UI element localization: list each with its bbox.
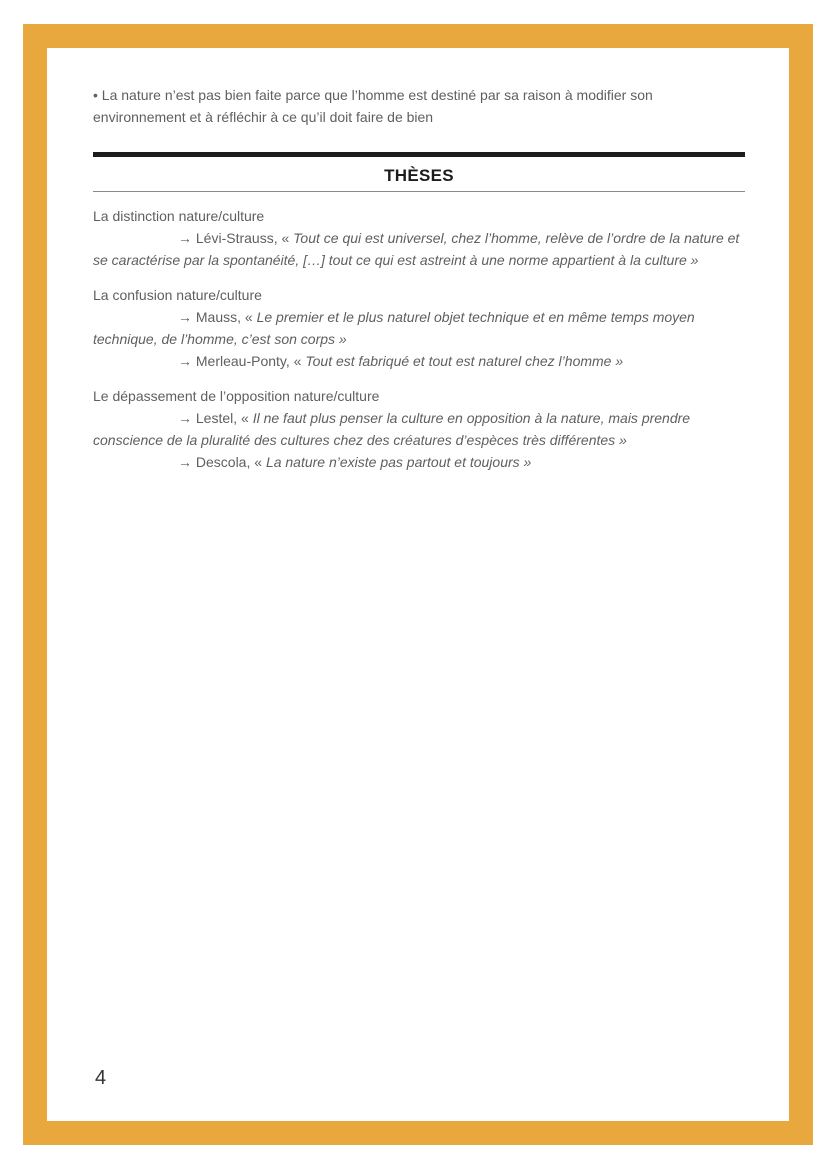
thesis-quote: La nature n’existe pas partout et toujours » [265,454,532,470]
thesis-section-confusion [93,284,745,372]
bullet-paragraph-text: La nature n’est pas bien faite parce que l’homme est destiné par sa raison à modifier son environnement et à réfléchir à ce qu’il doit faire de bien [93,87,653,125]
thesis-author-lead: → Lestel, « [178,410,253,426]
heading-bottom-rule [93,191,745,192]
page-content [93,84,745,473]
bullet-marker: • [93,87,98,103]
thesis-item [93,350,745,372]
bullet-paragraph [93,84,745,128]
thesis-author-lead: → Mauss, « [178,309,257,325]
thesis-quote: Le premier et le plus naturel objet technique et en même temps moyen technique, de l’homme, c’est son corps » [93,309,695,347]
thesis-section-title: La confusion nature/culture [93,287,262,303]
heading-top-rule [93,152,745,157]
thesis-section-title: La distinction nature/culture [93,208,265,224]
thesis-section-distinction [93,205,745,271]
page-number: 4 [95,1067,107,1089]
thesis-quote: Il ne faut plus penser la culture en opposition à la nature, mais prendre conscience de la pluralité des cultures chez des créatures d’espèces très différentes » [93,410,691,448]
thesis-item [93,227,745,271]
thesis-quote: Tout ce qui est universel, chez l’homme, relève de l’ordre de la nature et se caractérise par la spontanéité, […] tout ce qui est astreint à une norme appartient à la culture » [93,230,740,268]
thesis-item [93,451,745,473]
thesis-author-lead: → Merleau-Ponty, « [178,353,306,369]
page-section-heading: THÈSES [384,166,454,185]
thesis-item [93,407,745,451]
thesis-author-lead: → Descola, « [178,454,266,470]
thesis-item [93,306,745,350]
thesis-author-lead: → Lévi-Strauss, « [178,230,294,246]
thesis-quote: Tout est fabriqué et tout est naturel chez l’homme » [305,353,624,369]
thesis-section-depassement [93,385,745,473]
thesis-section-title: Le dépassement de l’opposition nature/culture [93,388,380,404]
